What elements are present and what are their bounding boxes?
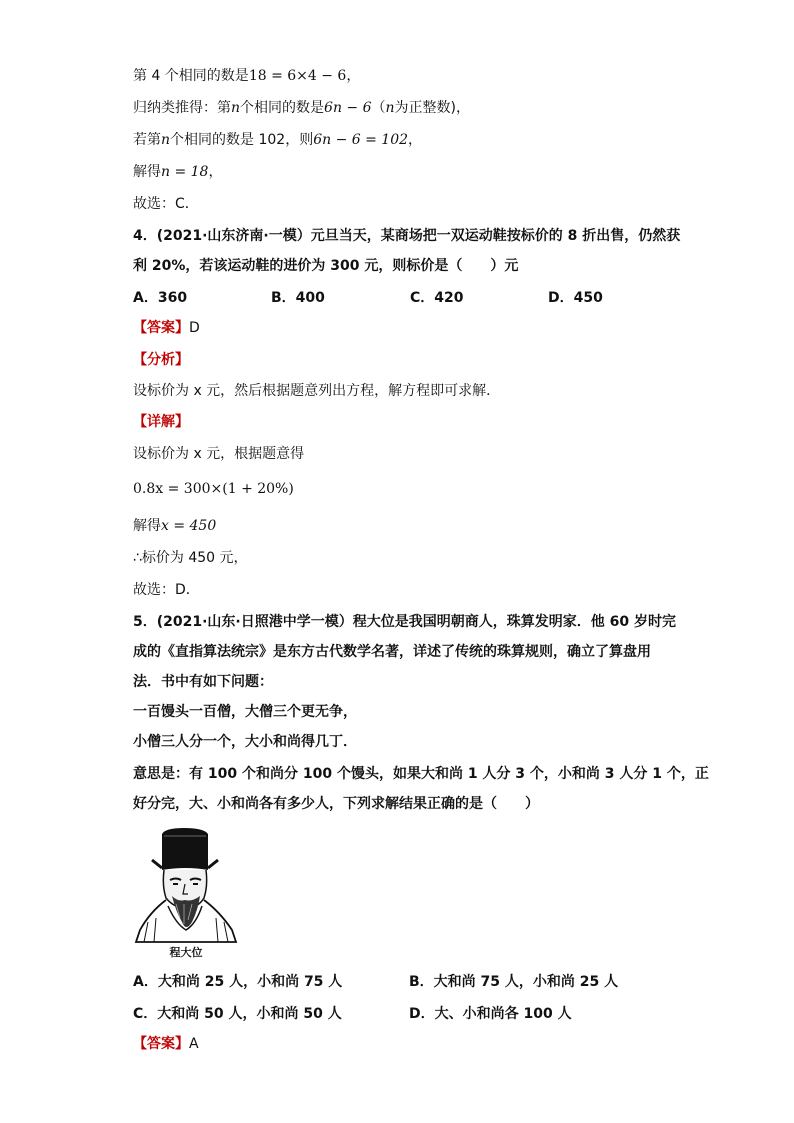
question-5-meaning-1: 意思是：有 100 个和尚分 100 个馒头，如果大和尚 1 人分 3 个，小和尚 3 人分 1 个，正 bbox=[133, 766, 709, 782]
q5-option-d: D．大、小和尚各 100 人 bbox=[409, 1006, 572, 1022]
solution-line-2 bbox=[133, 98, 470, 118]
text: 归纳类推得：第 bbox=[133, 100, 231, 116]
solution-choice bbox=[133, 194, 199, 214]
q4-detail-choice: 故选：D． bbox=[133, 582, 200, 598]
equation: 18 = 6×4 − 6 bbox=[248, 68, 347, 84]
equation: x = 450 bbox=[161, 518, 217, 534]
text: （ bbox=[371, 100, 386, 116]
text: 第 4 个相同的数是 bbox=[133, 68, 249, 84]
question-5-line-2: 成的《直指算法统宗》是东方古代数学名著，详述了传统的珠算规则，确立了算盘用 bbox=[133, 644, 651, 660]
text: 为正整数)， bbox=[394, 100, 470, 116]
question-5-line-3: 法．书中有如下问题： bbox=[133, 674, 273, 690]
q4-option-d: D．450 bbox=[548, 290, 603, 306]
question-5-poem-1: 一百馒头一百僧，大僧三个更无争， bbox=[133, 704, 357, 720]
q4-option-c: C．420 bbox=[410, 290, 464, 306]
question-5-line-1: 5．(2021·山东·日照港中学一模）程大位是我国明朝商人，珠算发明家．他 60 岁时完 bbox=[133, 614, 676, 630]
variable: n bbox=[231, 100, 241, 116]
q4-analysis-text: 设标价为 x 元，然后根据题意列出方程，解方程即可求解． bbox=[133, 383, 501, 399]
q4-answer bbox=[133, 318, 200, 338]
answer-label: 【答案】 bbox=[133, 320, 189, 336]
text: 个相同的数是 102，则 bbox=[170, 132, 314, 148]
q4-analysis-label bbox=[133, 350, 189, 370]
analysis-label: 【分析】 bbox=[133, 352, 189, 368]
answer-value: A bbox=[189, 1036, 199, 1052]
text: 解得 bbox=[133, 518, 161, 534]
text: 解得 bbox=[133, 164, 161, 180]
q5-option-a: A．大和尚 25 人，小和尚 75 人 bbox=[133, 974, 343, 990]
hat-shape bbox=[162, 828, 208, 870]
variable: n bbox=[161, 132, 171, 148]
q4-detail-equation: 0.8x = 300×(1 + 20%) bbox=[133, 481, 294, 497]
solution-line-4 bbox=[133, 162, 222, 182]
text: 若第 bbox=[133, 132, 161, 148]
answer-value: D bbox=[189, 320, 200, 336]
text: 故选：C． bbox=[133, 196, 199, 212]
question-5-meaning-2: 好分完，大、小和尚各有多少人，下列求解结果正确的是（ ） bbox=[133, 796, 539, 812]
variable: n bbox=[385, 100, 395, 116]
q4-option-a: A．360 bbox=[133, 290, 188, 306]
text: ， bbox=[208, 164, 223, 180]
portrait-cheng-dawei bbox=[132, 826, 240, 960]
question-5-poem-2: 小僧三人分一个，大小和尚得几丁． bbox=[133, 734, 357, 750]
solution-line-3 bbox=[133, 130, 422, 150]
text: ， bbox=[408, 132, 423, 148]
q4-detail-label bbox=[133, 412, 189, 432]
equation: 6n − 6 bbox=[324, 100, 372, 116]
equation: 6n − 6 = 102 bbox=[313, 132, 409, 148]
q5-option-b: B．大和尚 75 人，小和尚 25 人 bbox=[409, 974, 619, 990]
text: 个相同的数是 bbox=[240, 100, 325, 116]
q4-detail-result: ∴标价为 450 元， bbox=[133, 550, 248, 566]
q4-option-b: B．400 bbox=[271, 290, 325, 306]
beard bbox=[172, 896, 200, 927]
question-4-line-2: 利 20%，若该运动鞋的进价为 300 元，则标价是（ ）元 bbox=[133, 258, 519, 274]
q4-detail-1: 设标价为 x 元，根据题意得 bbox=[133, 446, 305, 462]
detail-label: 【详解】 bbox=[133, 414, 189, 430]
text: ， bbox=[346, 68, 361, 84]
equation: n = 18 bbox=[161, 164, 209, 180]
q4-detail-solve bbox=[133, 516, 216, 536]
question-4-line-1: 4．(2021·山东济南·一模）元旦当天，某商场把一双运动鞋按标价的 8 折出售，仍然获 bbox=[133, 228, 681, 244]
q5-answer bbox=[133, 1034, 199, 1054]
answer-label: 【答案】 bbox=[133, 1036, 189, 1052]
portrait-drawing bbox=[132, 826, 240, 960]
solution-line-1 bbox=[133, 66, 360, 86]
q5-option-c: C．大和尚 50 人，小和尚 50 人 bbox=[133, 1006, 342, 1022]
portrait-caption: 程大位 bbox=[169, 946, 203, 959]
